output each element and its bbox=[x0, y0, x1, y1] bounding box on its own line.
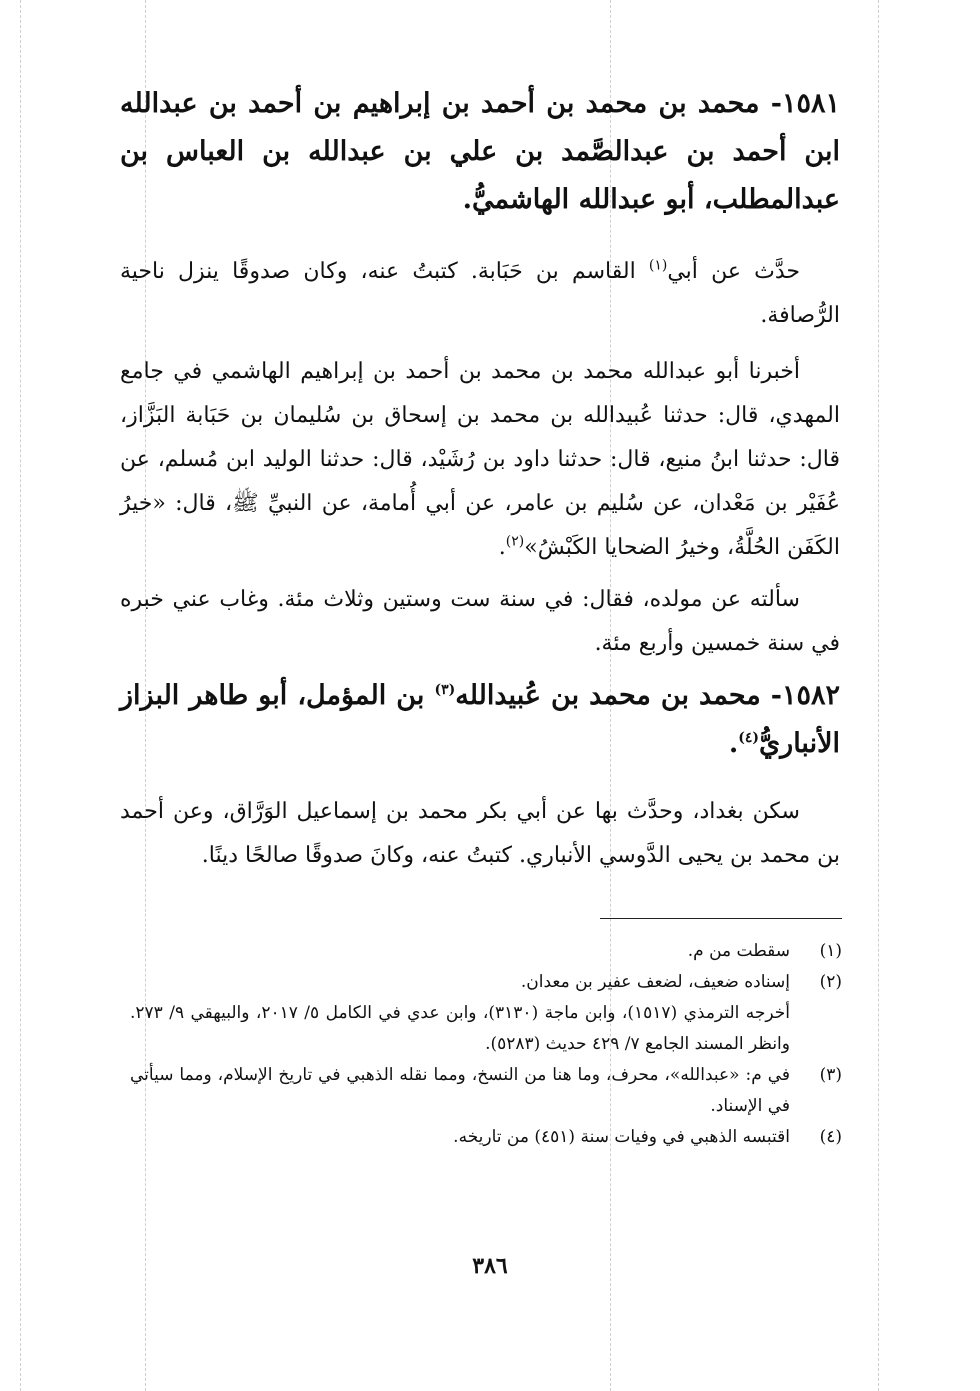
footnote-1 bbox=[130, 936, 842, 967]
footnote-text: سقطت من م. bbox=[687, 941, 790, 961]
footnote-number: (٢) bbox=[819, 972, 842, 992]
footnote-4 bbox=[130, 1122, 842, 1153]
scan-line bbox=[20, 0, 21, 1391]
entry-1581-para2-text-end: . bbox=[498, 535, 506, 560]
entry-1582-paragraph-1 bbox=[120, 790, 840, 878]
footnote-ref-2[interactable]: (٢) bbox=[505, 533, 525, 550]
footnote-2-continuation: أخرجه الترمذي (١٥١٧)، وابن ماجة (٣١٣٠)، وابن عدي في الكامل ٥/ ٢٠١٧، والبيهقي ٩/ ٢٧٣. وانظر المسند الجامع ٧/ ٤٢٩ حديث (٥٢٨٣). bbox=[130, 1003, 790, 1054]
entry-1581-paragraph-2 bbox=[120, 350, 840, 570]
entry-1581-paragraph-3 bbox=[120, 578, 840, 666]
entry-1581-heading bbox=[120, 80, 840, 224]
entry-1582-heading-text-end: . bbox=[728, 728, 739, 759]
entry-1582-para1-text: سكن بغداد، وحدَّث بها عن أبي بكر محمد بن إسماعيل الوَرَّاق، وعن أحمد بن محمد بن يحيى الدَّوسي الأنباري. كتبتُ عنه، وكانَ صدوقًا صالحًا دينًا. bbox=[120, 799, 840, 868]
footnote-ref-4[interactable]: (٤) bbox=[738, 730, 760, 746]
entry-1582-heading-text: ١٥٨٢- محمد بن محمد بن عُبيدالله bbox=[455, 680, 840, 711]
footnote-ref-3[interactable]: (٣) bbox=[434, 682, 456, 698]
footnote-separator bbox=[600, 918, 842, 919]
scan-line bbox=[878, 0, 879, 1391]
entry-1581-para1-text-cont: القاسم بن حَبَابة. كتبتُ عنه، وكان صدوقًا ينزل ناحية الرُّصافة. bbox=[120, 259, 840, 328]
footnote-text: إسناده ضعيف، لضعف عفير بن معدان. bbox=[520, 972, 790, 992]
entry-1581-heading-text: ١٥٨١- محمد بن محمد بن أحمد بن إبراهيم بن أحمد بن عبدالله ابن أحمد بن عبدالصَّمد بن علي بن عبدالله بن العباس بن عبدالمطلب، أبو عبدالله الهاشميُّ. bbox=[120, 88, 840, 215]
footnote-number: (٤) bbox=[819, 1127, 842, 1147]
entry-1582-heading bbox=[120, 672, 840, 768]
footnote-number: (١) bbox=[819, 941, 842, 961]
entry-1581-para2-text: أخبرنا أبو عبدالله محمد بن محمد بن أحمد بن إبراهيم الهاشمي في جامع المهدي، قال: حدثنا عُبيدالله بن محمد بن إسحاق بن سُليمان بن حَبَابة البَزَّاز، قال: حدثنا ابنُ منيع، قال: حدثنا داود بن رُشَيْد، قال: حدثنا الوليد ابن مُسلم، عن عُفَيْر بن مَعْدان، عن سُليم بن عامر، عن أبي أُمامة، عن النبيِّ ﷺ، قال: «خيرُ الكَفَن الحُلَّةُ، وخيرُ الضحايا الكَبْشُ» bbox=[120, 359, 840, 560]
footnote-text: اقتبسه الذهبي في وفيات سنة (٤٥١) من تاريخه. bbox=[453, 1127, 790, 1147]
entry-1582-heading-text-cont: بن المؤمل، أبو طاهر البزاز الأنباريُّ bbox=[120, 680, 840, 759]
entry-1581-paragraph-1 bbox=[120, 250, 840, 338]
footnote-text: في م: «عبدالله»، محرف، وما هنا من النسخ، ومما نقله الذهبي في تاريخ الإسلام، ومما سيأتي في الإسناد. bbox=[130, 1065, 790, 1116]
page-number: ٣٨٦ bbox=[472, 1253, 508, 1279]
footnote-ref-1[interactable]: (١) bbox=[648, 257, 668, 274]
footnote-3 bbox=[130, 1060, 842, 1122]
footnote-number: (٣) bbox=[819, 1065, 842, 1085]
entry-1581-para1-text: حدَّث عن أبي bbox=[667, 259, 800, 284]
entry-1581-para3-text: سألته عن مولده، فقال: في سنة ست وستين وثلاث مئة. وغاب عني خبره في سنة خمسين وأربع مئة. bbox=[120, 587, 840, 656]
footnote-2 bbox=[130, 967, 842, 998]
footnotes bbox=[130, 936, 842, 1153]
